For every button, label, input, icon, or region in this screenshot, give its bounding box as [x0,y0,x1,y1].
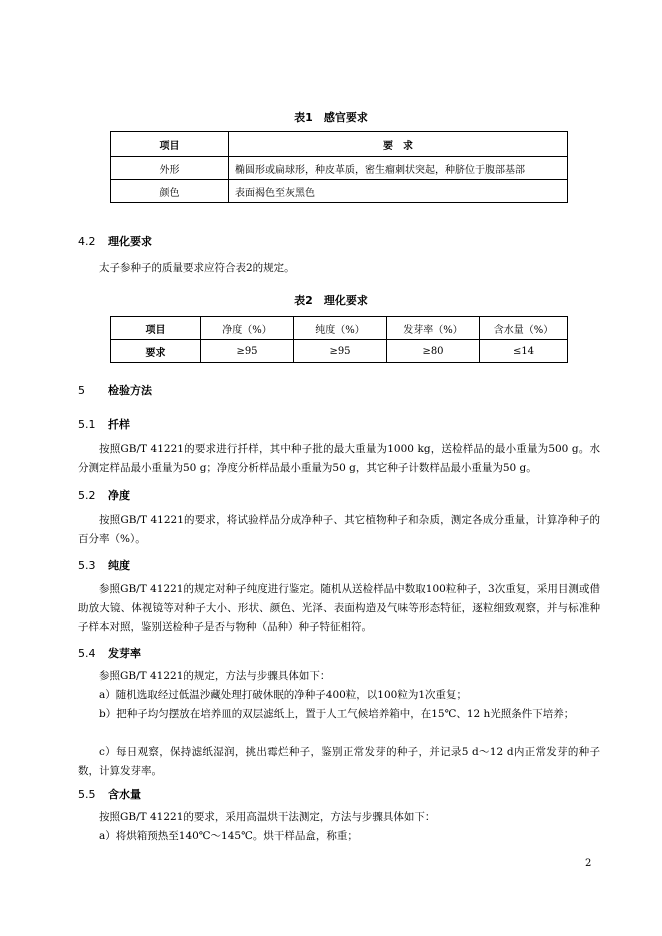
section-title: 发芽率 [108,647,141,660]
section-title: 检验方法 [108,384,152,397]
section-number: 4.2 [78,235,96,248]
table-header-cell: 纯度（%） [294,317,387,340]
table-cell: 要求 [111,340,201,363]
table-row [111,157,568,180]
section-number: 5.4 [78,647,96,660]
section-5-4-intro: 参照GB/T 41221的规定，方法与步骤具体如下： [99,670,331,682]
section-5-2-text: 按照GB/T 41221的要求，将试验样品分成净种子、其它植物种子和杂质，测定各成分重量，计算净种子的百分率（%）。 [78,514,600,545]
physchem-requirements-table [110,316,568,363]
section-5-1-text: 按照GB/T 41221的要求进行扦样，其中种子批的最大重量为1000 kg，送检样品的最小重量为500 g。水分测定样品最小重量为50 g；净度分析样品最小重量为50 g，其它种子计数样品最小重量为50 g。 [78,443,600,474]
table-cell: 外形 [111,157,229,180]
section-number: 5.5 [78,788,96,801]
section-title: 扦样 [108,418,130,431]
table-header-row [111,317,568,340]
table-cell: ≥80 [387,340,480,363]
section-5-5-intro: 按照GB/T 41221的要求，采用高温烘干法测定，方法与步骤具体如下： [99,811,436,823]
table-cell: ≥95 [294,340,387,363]
sensory-requirements-table [110,131,568,203]
section-heading-5 [78,382,152,398]
section-heading-5-1 [78,416,130,432]
table-header-row [111,132,568,157]
section-number: 5.3 [78,559,96,572]
table2-caption: 表2 理化要求 [294,294,368,307]
section-number: 5 [78,384,85,397]
section-title: 理化要求 [108,235,152,248]
table-header-cell: 含水量（%） [480,317,568,340]
section-5-3-text: 参照GB/T 41221的规定对种子纯度进行鉴定。随机从送检样品中数取100粒种子，3次重复，采用目测或借助放大镜、体视镜等对种子大小、形状、颜色、光泽、表面构造及气味等形态特征，逐粒细致观察，并与标准种子样本对照，鉴别送检种子是否与物种（品种）种子特征相符。 [78,583,600,633]
table-cell: 颜色 [111,180,229,203]
section-5-4-item-c: c）每日观察，保持滤纸湿润，挑出霉烂种子，鉴别正常发芽的种子，并记录5 d～12 d内正常发芽的种子数，计算发芽率。 [78,746,600,777]
section-5-4-item-a: a）随机选取经过低温沙藏处理打破休眠的净种子400粒，以100粒为1次重复； [99,689,468,701]
section-heading-5-3 [78,557,130,573]
section-heading-5-4 [78,645,141,661]
section-title: 净度 [108,489,130,502]
section-title: 含水量 [108,788,141,801]
table-cell: 表面褐色至灰黑色 [229,180,568,203]
table-cell: 椭圆形或扁球形，种皮革质，密生瘤刺状突起，种脐位于腹部基部 [229,157,568,180]
table-row [111,180,568,203]
table-row [111,340,568,363]
table-header-cell: 项目 [111,132,229,157]
section-title: 纯度 [108,559,130,572]
page-number: 2 [585,858,592,869]
section-number: 5.1 [78,418,96,431]
table1-caption: 表1 感官要求 [294,111,368,124]
table-cell: ≥95 [201,340,294,363]
table-cell: ≤14 [480,340,568,363]
section-heading-4-2 [78,233,152,249]
section-heading-5-5 [78,786,141,802]
section-heading-5-2 [78,487,130,503]
section-4-2-text: 太子参种子的质量要求应符合表2的规定。 [99,262,295,274]
table-header-cell: 项目 [111,317,201,340]
section-5-5-item-a: a）将烘箱预热至140℃～145℃。烘干样品盒，称重； [99,830,358,842]
section-5-4-item-b: b）把种子均匀摆放在培养皿的双层滤纸上，置于人工气候培养箱中，在15℃、12 h光照条件下培养； [99,708,575,720]
table-header-cell: 净度（%） [201,317,294,340]
table-header-cell: 要 求 [229,132,568,157]
section-number: 5.2 [78,489,96,502]
table-header-cell: 发芽率（%） [387,317,480,340]
